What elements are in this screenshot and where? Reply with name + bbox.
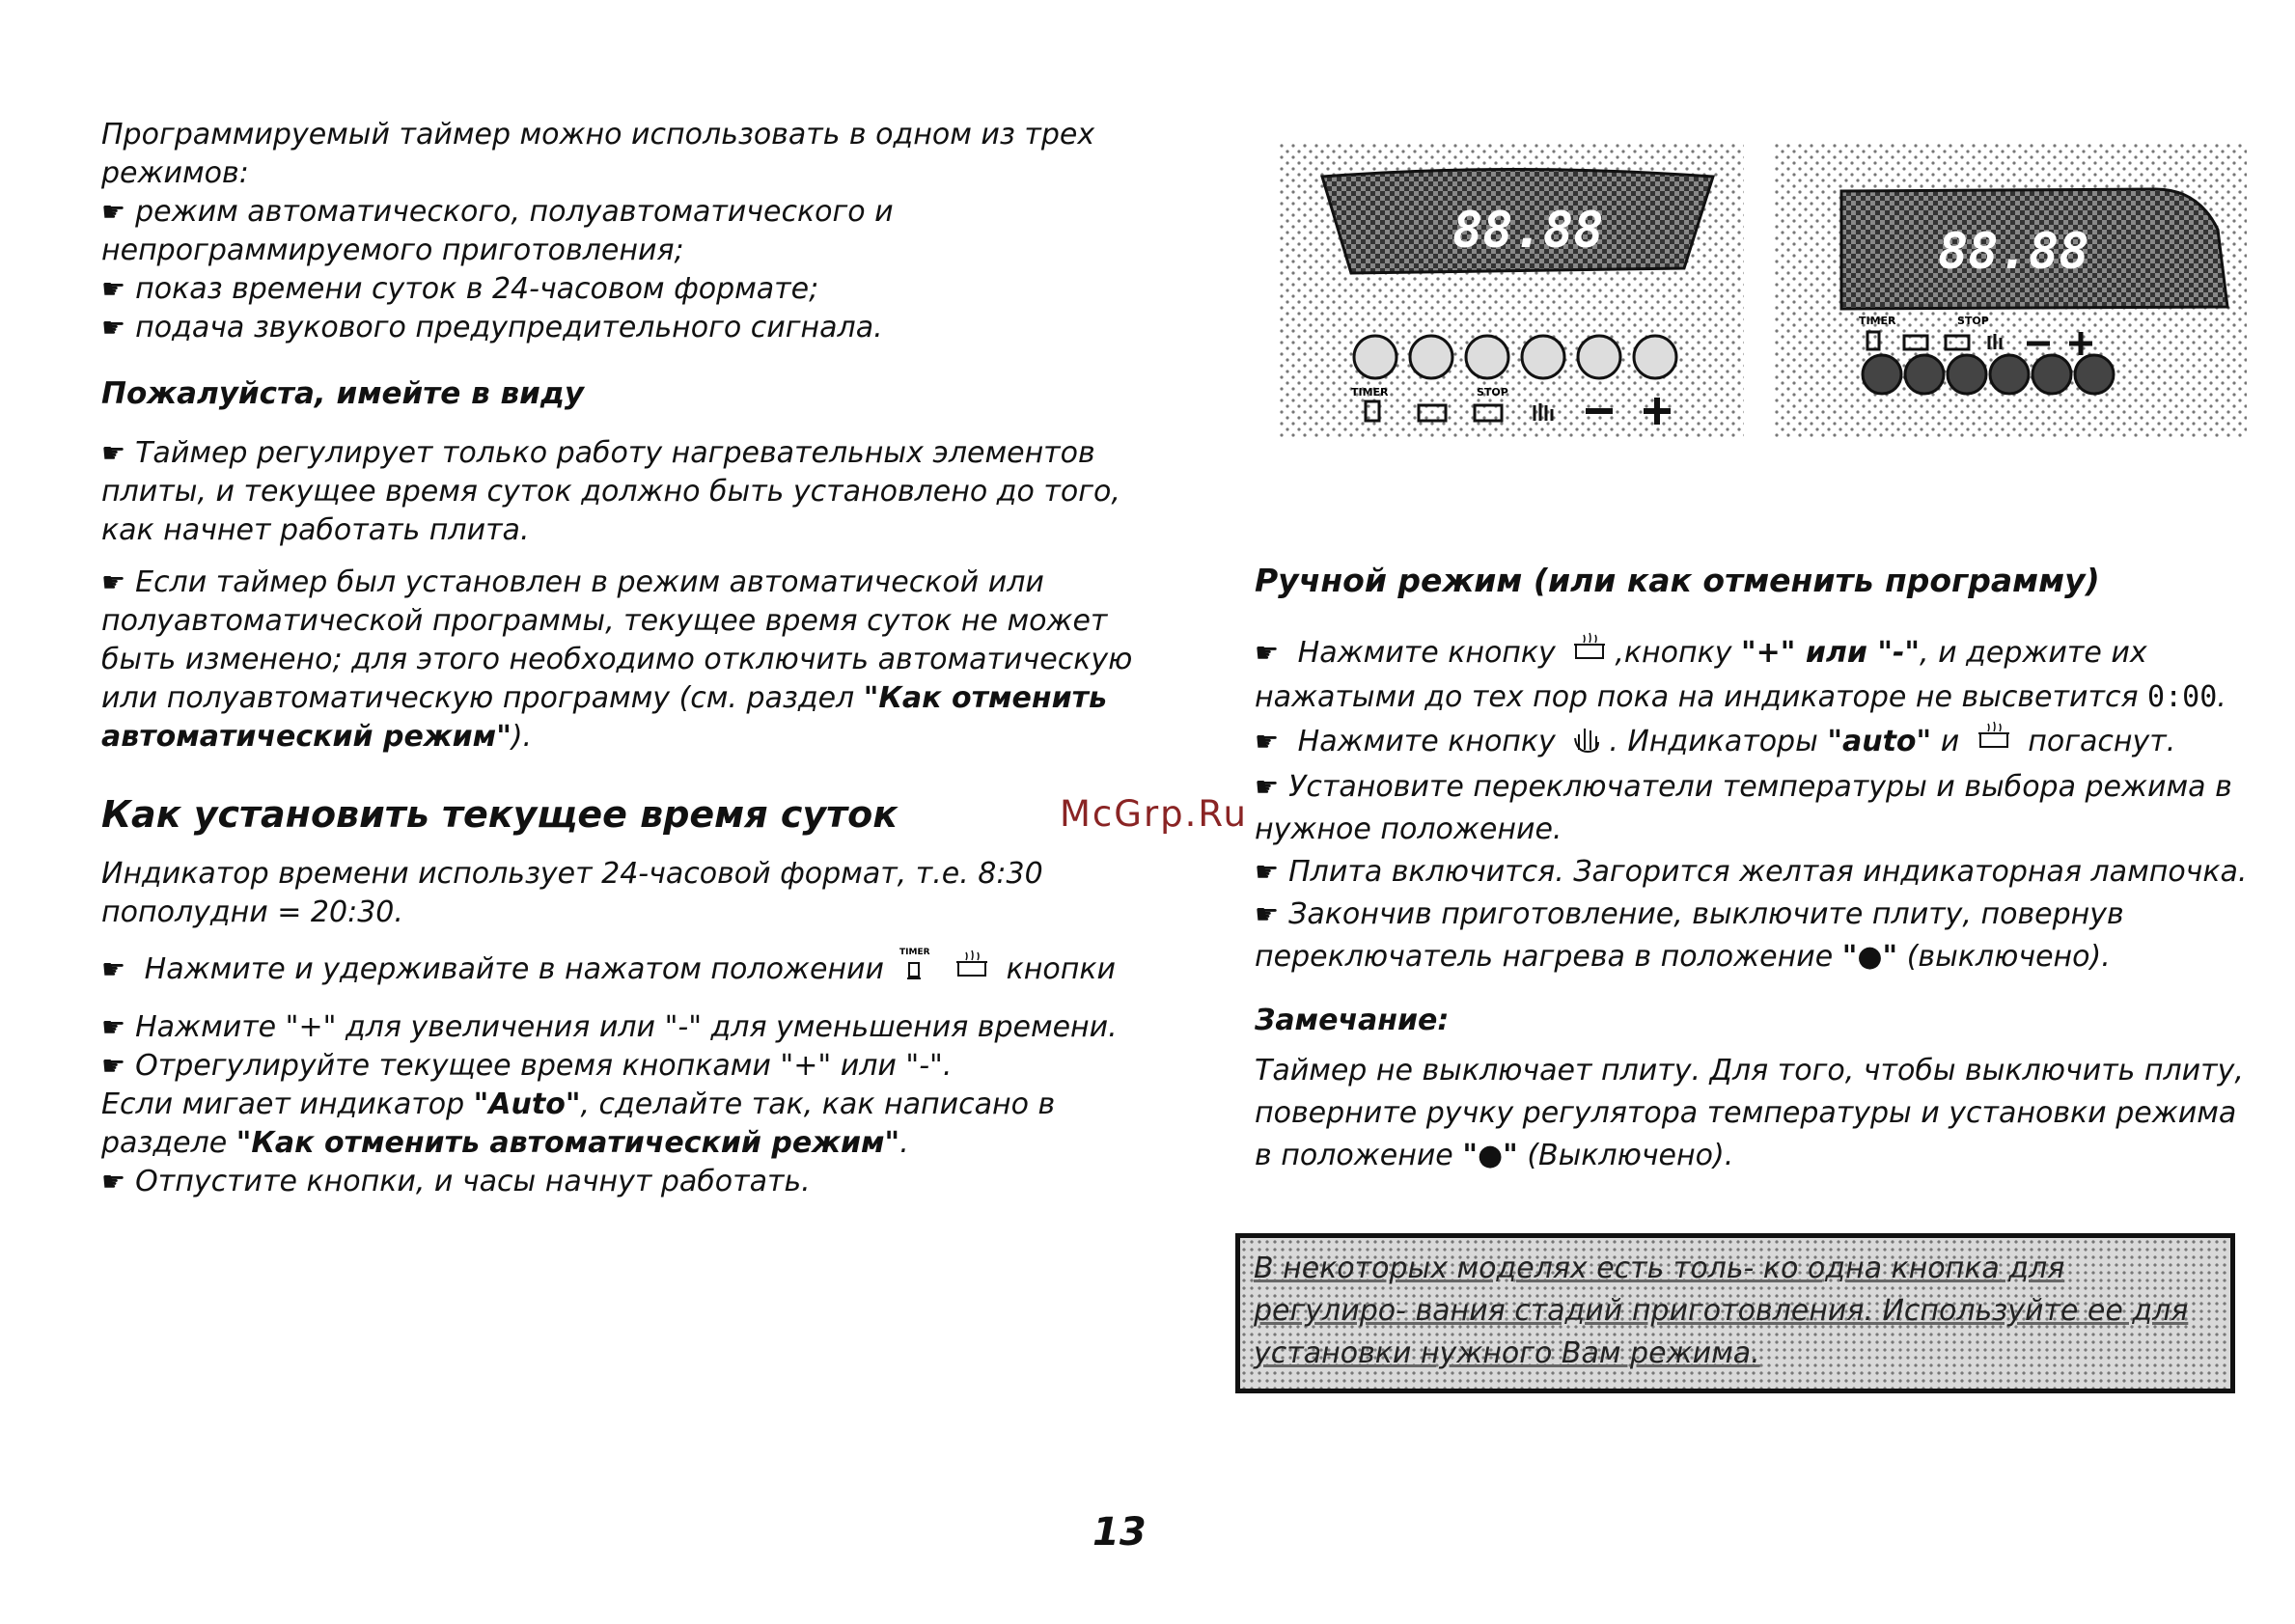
note-text-c: (Выключено). xyxy=(1527,1139,1734,1172)
timer-intro: Программируемый таймер можно использовать в одном из трех режимов: xyxy=(101,118,1095,190)
right-column xyxy=(1255,560,2258,1177)
notice-2-ref: "Как отменить автоматический режим" xyxy=(101,681,1107,754)
single-button-note-text: В некоторых моделях есть толь- ко одна кнопка для регулиро- вания стадий приготовления. Используйте ее для установки нужного Вам режима. xyxy=(1254,1252,2189,1370)
manual-mode-heading: Ручной режим (или как отменить программу) xyxy=(1255,562,2100,599)
auto-note-d: "Как отменить автоматический режим" xyxy=(235,1126,900,1160)
manual-step-2-b: . Индикаторы xyxy=(1609,725,1818,758)
manual-step-5-c: (выключено). xyxy=(1906,940,2111,974)
svg-text:TIMER: TIMER xyxy=(899,948,930,957)
set-step-1-end: кнопки xyxy=(1006,952,1116,986)
manual-step-1-c: "+" или "-" xyxy=(1741,636,1921,670)
control-panel-1 xyxy=(1279,143,1744,437)
set-step-2: ☛ Нажмите "+" для увеличения или "-" для уменьшения времени. xyxy=(101,1008,1173,1047)
set-step-1 xyxy=(101,946,1173,995)
panel-1-timer-label: TIMER xyxy=(1351,386,1389,399)
notice-2-end: ). xyxy=(511,720,533,754)
note-text-a: Таймер не выключает плиту. Для того, чтобы выключить плиту, поверните ручку регулятора температуры и установки режима в положение xyxy=(1255,1054,2244,1172)
manual-step-2-e: погаснут. xyxy=(2028,725,2176,758)
auto-blink-note xyxy=(101,1086,1173,1163)
manual-step-2-c: "auto" xyxy=(1827,725,1932,758)
manual-step-1-a: Нажмите кнопку xyxy=(1297,636,1556,670)
hand-icon xyxy=(1570,719,1603,766)
set-time-intro: Индикатор времени использует 24-часовой формат, т.е. 8:30 пополудни = 20:30. xyxy=(101,857,1043,929)
notice-bullet-2 xyxy=(101,564,1173,757)
auto-note-e: . xyxy=(899,1126,909,1160)
panel-2-stop-label: STOP xyxy=(1957,315,1989,327)
note-text xyxy=(1255,1050,2258,1177)
set-step-4: ☛ Отпустите кнопки, и часы начнут работать. xyxy=(101,1163,1173,1201)
manual-step-5 xyxy=(1255,894,2258,978)
zero-time-readout: 0:00 xyxy=(2147,680,2218,714)
auto-note-a: Если мигает индикатор xyxy=(101,1087,474,1121)
mode-bullet-2: ☛ показ времени суток в 24-часовом формате; xyxy=(101,270,1173,309)
note-text-b: "●" xyxy=(1462,1139,1518,1172)
panel-2-display: 88.88 xyxy=(1938,223,2089,281)
manual-step-4: ☛ Плита включится. Загорится желтая индикаторная лампочка. xyxy=(1255,851,2258,894)
auto-note-b: "Auto" xyxy=(473,1087,581,1121)
single-button-note-box xyxy=(1235,1233,2235,1393)
cooking-pot-icon xyxy=(953,949,991,992)
manual-step-3: ☛ Установите переключатели температуры и выбора режима в нужное положение. xyxy=(1255,766,2258,851)
cooking-pot-icon xyxy=(1975,720,2013,765)
notice-heading: Пожалуйста, имейте в виду xyxy=(101,376,585,411)
mode-bullet-1: ☛ режим автоматического, полуавтоматического и непрограммируемого приготовления; xyxy=(101,193,1173,270)
panel-2-timer-label: TIMER xyxy=(1859,315,1896,327)
page-number: 13 xyxy=(1092,1510,1147,1555)
manual-step-5-a: Закончив приготовление, выключите плиту, повернув переключатель нагрева в положение xyxy=(1255,897,2124,974)
manual-step-2-d: и xyxy=(1940,725,1960,758)
set-step-3: ☛ Отрегулируйте текущее время кнопками "+" или "-". xyxy=(101,1047,1173,1086)
watermark: McGrp.Ru xyxy=(1060,793,1248,835)
note-heading: Замечание: xyxy=(1255,1004,1450,1037)
manual-step-2-a: Нажмите кнопку xyxy=(1297,725,1556,758)
auto-note-c: , сделайте так, как написано в разделе xyxy=(101,1087,1056,1160)
panel-1-stop-label: STOP xyxy=(1477,386,1508,399)
cooking-pot-icon xyxy=(1570,631,1609,676)
notice-bullet-1: ☛ Таймер регулирует только работу нагревательных элементов плиты, и текущее время суток должно быть установлено до того, как начнет работать плита. xyxy=(101,434,1173,550)
timer-bell-icon xyxy=(899,946,932,995)
set-step-1-text: Нажмите и удерживайте в нажатом положении xyxy=(144,952,885,986)
manual-step-2 xyxy=(1255,719,2258,766)
panel-1-display: 88.88 xyxy=(1452,202,1604,260)
left-column xyxy=(101,116,1173,1201)
notice-2-text: Если таймер был установлен в режим автоматической или полуавтоматической программы, текущее время суток не может быть изменено; для этого необходимо отключить автоматическую или полуавтоматическую программу (см. раздел xyxy=(101,565,1133,715)
manual-step-1 xyxy=(1255,631,2258,719)
set-time-heading: Как установить текущее время суток xyxy=(101,793,899,836)
control-panel-2 xyxy=(1774,143,2247,437)
mode-bullet-3: ☛ подача звукового предупредительного сигнала. xyxy=(101,309,1173,347)
manual-step-1-d: , и держите их нажатыми до тех пор пока на индикаторе не высветится xyxy=(1255,636,2147,714)
manual-step-5-b: "●" xyxy=(1841,940,1898,974)
manual-step-1-b: ,кнопку xyxy=(1615,636,1732,670)
manual-step-1-f: . xyxy=(2217,680,2226,714)
